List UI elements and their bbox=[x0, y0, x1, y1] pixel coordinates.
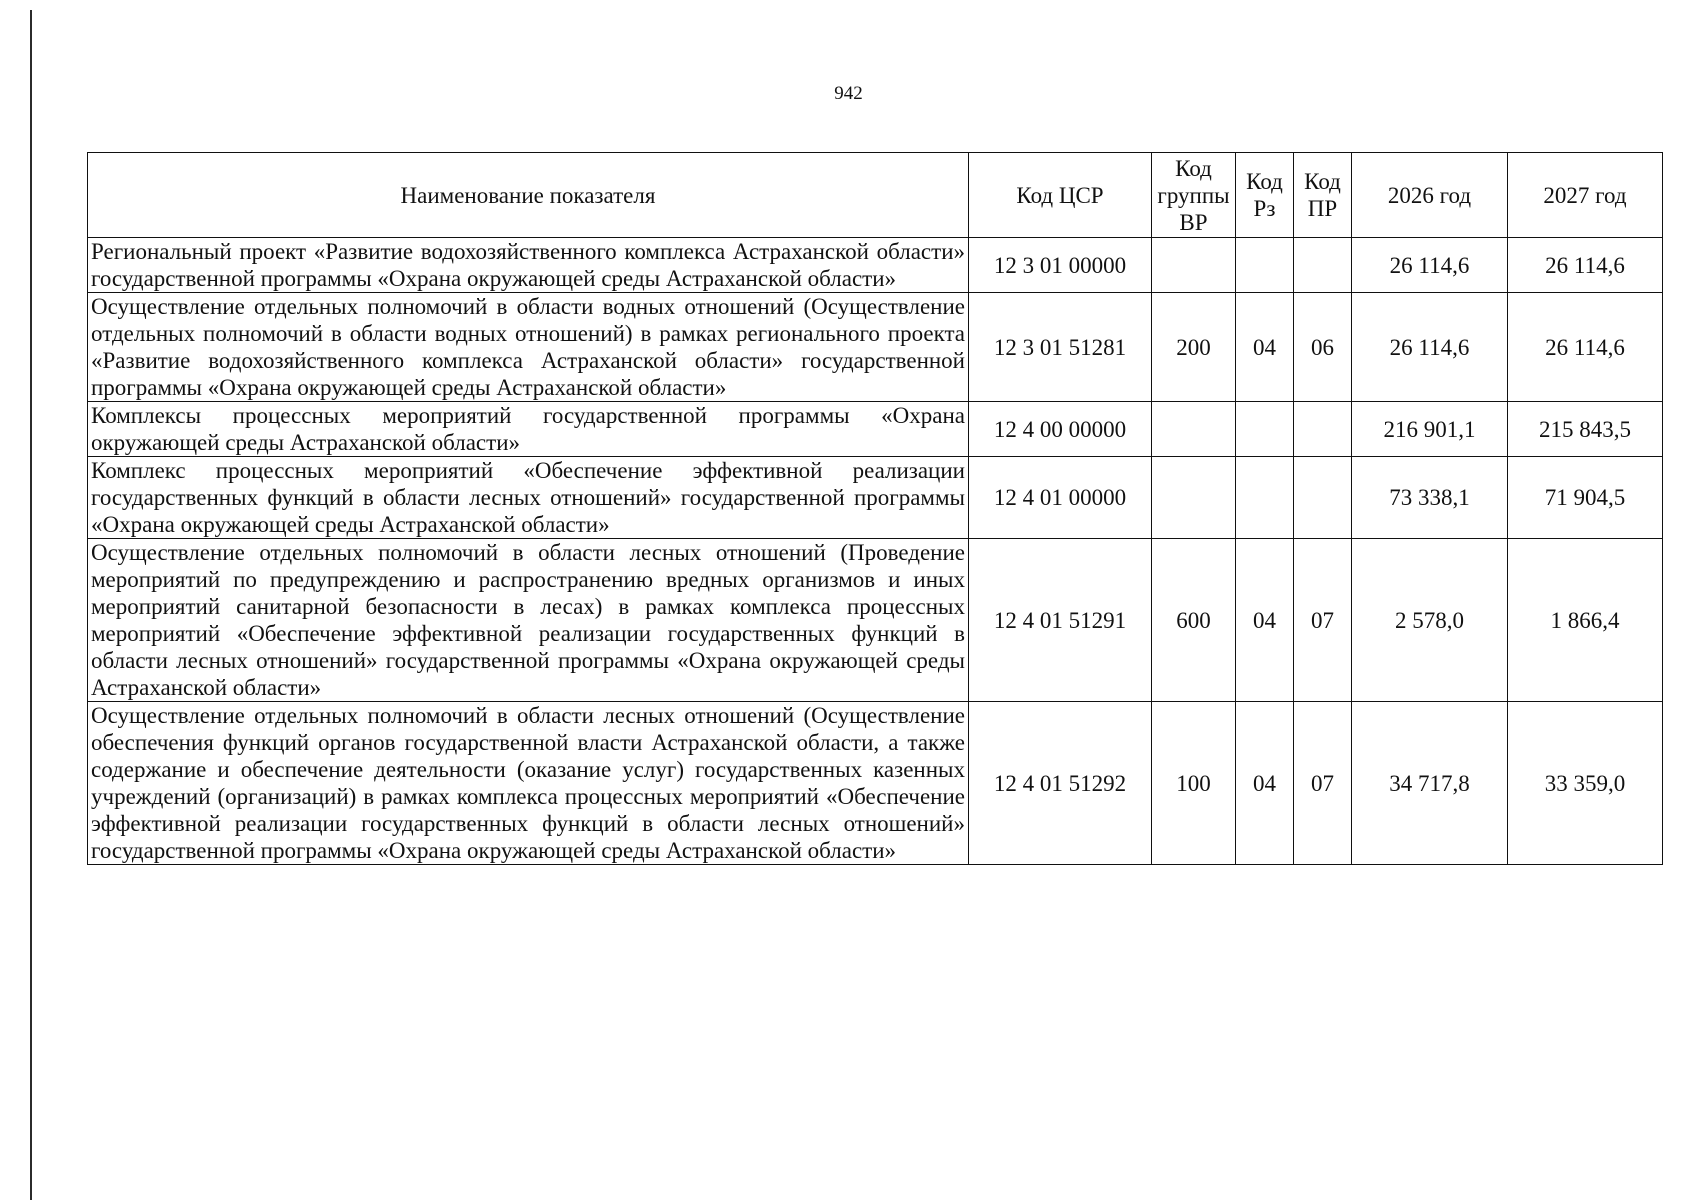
row-pr bbox=[1294, 402, 1352, 457]
row-2027: 1 866,4 bbox=[1508, 539, 1663, 702]
row-csr: 12 4 01 00000 bbox=[969, 457, 1152, 539]
table-row bbox=[88, 457, 1663, 539]
row-2026: 73 338,1 bbox=[1352, 457, 1508, 539]
row-name: Региональный проект «Развитие водохозяйственного комплекса Астраханской области» государственной программы «Охрана окружающей среды Астраханской области» bbox=[88, 238, 969, 293]
row-vr: 200 bbox=[1152, 293, 1236, 402]
header-rz: Код Рз bbox=[1236, 153, 1294, 238]
header-pr: Код ПР bbox=[1294, 153, 1352, 238]
row-2026: 26 114,6 bbox=[1352, 293, 1508, 402]
row-2026: 34 717,8 bbox=[1352, 702, 1508, 865]
row-2026: 26 114,6 bbox=[1352, 238, 1508, 293]
table-row bbox=[88, 293, 1663, 402]
row-vr: 600 bbox=[1152, 539, 1236, 702]
row-2027: 215 843,5 bbox=[1508, 402, 1663, 457]
row-vr bbox=[1152, 238, 1236, 293]
row-rz bbox=[1236, 402, 1294, 457]
row-rz bbox=[1236, 457, 1294, 539]
row-2027: 26 114,6 bbox=[1508, 238, 1663, 293]
row-csr: 12 4 01 51291 bbox=[969, 539, 1152, 702]
row-name: Комплекс процессных мероприятий «Обеспечение эффективной реализации государственных функций в области лесных отношений» государственной программы «Охрана окружающей среды Астраханской области» bbox=[88, 457, 969, 539]
row-2027: 71 904,5 bbox=[1508, 457, 1663, 539]
header-2026: 2026 год bbox=[1352, 153, 1508, 238]
header-vr: Код группы ВР bbox=[1152, 153, 1236, 238]
page-number: 942 bbox=[834, 83, 863, 104]
row-2027: 33 359,0 bbox=[1508, 702, 1663, 865]
budget-table bbox=[87, 152, 1663, 865]
header-2027: 2027 год bbox=[1508, 153, 1663, 238]
row-csr: 12 4 00 00000 bbox=[969, 402, 1152, 457]
row-rz: 04 bbox=[1236, 539, 1294, 702]
row-vr bbox=[1152, 457, 1236, 539]
header-csr: Код ЦСР bbox=[969, 153, 1152, 238]
table-row bbox=[88, 539, 1663, 702]
row-pr: 07 bbox=[1294, 539, 1352, 702]
row-2026: 2 578,0 bbox=[1352, 539, 1508, 702]
row-name: Осуществление отдельных полномочий в области лесных отношений (Осуществление обеспечения функций органов государственной власти Астраханской области, а также содержание и обеспечение деятельности (оказание услуг) государственных казенных учреждений (организаций) в рамках комплекса процессных мероприятий «Обеспечение эффективной реализации государственных функций в области лесных отношений» государственной программы «Охрана окружающей среды Астраханской области» bbox=[88, 702, 969, 865]
row-pr: 06 bbox=[1294, 293, 1352, 402]
table-header-row bbox=[88, 153, 1663, 238]
row-csr: 12 4 01 51292 bbox=[969, 702, 1152, 865]
table-row bbox=[88, 238, 1663, 293]
row-name: Комплексы процессных мероприятий государственной программы «Охрана окружающей среды Астраханской области» bbox=[88, 402, 969, 457]
row-pr: 07 bbox=[1294, 702, 1352, 865]
row-pr bbox=[1294, 238, 1352, 293]
row-pr bbox=[1294, 457, 1352, 539]
row-rz bbox=[1236, 238, 1294, 293]
table-row bbox=[88, 402, 1663, 457]
row-2027: 26 114,6 bbox=[1508, 293, 1663, 402]
row-vr bbox=[1152, 402, 1236, 457]
header-name: Наименование показателя bbox=[88, 153, 969, 238]
row-vr: 100 bbox=[1152, 702, 1236, 865]
row-csr: 12 3 01 00000 bbox=[969, 238, 1152, 293]
row-csr: 12 3 01 51281 bbox=[969, 293, 1152, 402]
row-rz: 04 bbox=[1236, 293, 1294, 402]
table-row bbox=[88, 702, 1663, 865]
row-rz: 04 bbox=[1236, 702, 1294, 865]
row-name: Осуществление отдельных полномочий в области водных отношений (Осуществление отдельных полномочий в области водных отношений) в рамках регионального проекта «Развитие водохозяйственного комплекса Астраханской области» государственной программы «Охрана окружающей среды Астраханской области» bbox=[88, 293, 969, 402]
row-name: Осуществление отдельных полномочий в области лесных отношений (Проведение мероприятий по предупреждению и распространению вредных организмов и иных мероприятий санитарной безопасности в лесах) в рамках комплекса процессных мероприятий «Обеспечение эффективной реализации государственных функций в области лесных отношений» государственной программы «Охрана окружающей среды Астраханской области» bbox=[88, 539, 969, 702]
binding-edge-line bbox=[30, 10, 32, 1200]
row-2026: 216 901,1 bbox=[1352, 402, 1508, 457]
